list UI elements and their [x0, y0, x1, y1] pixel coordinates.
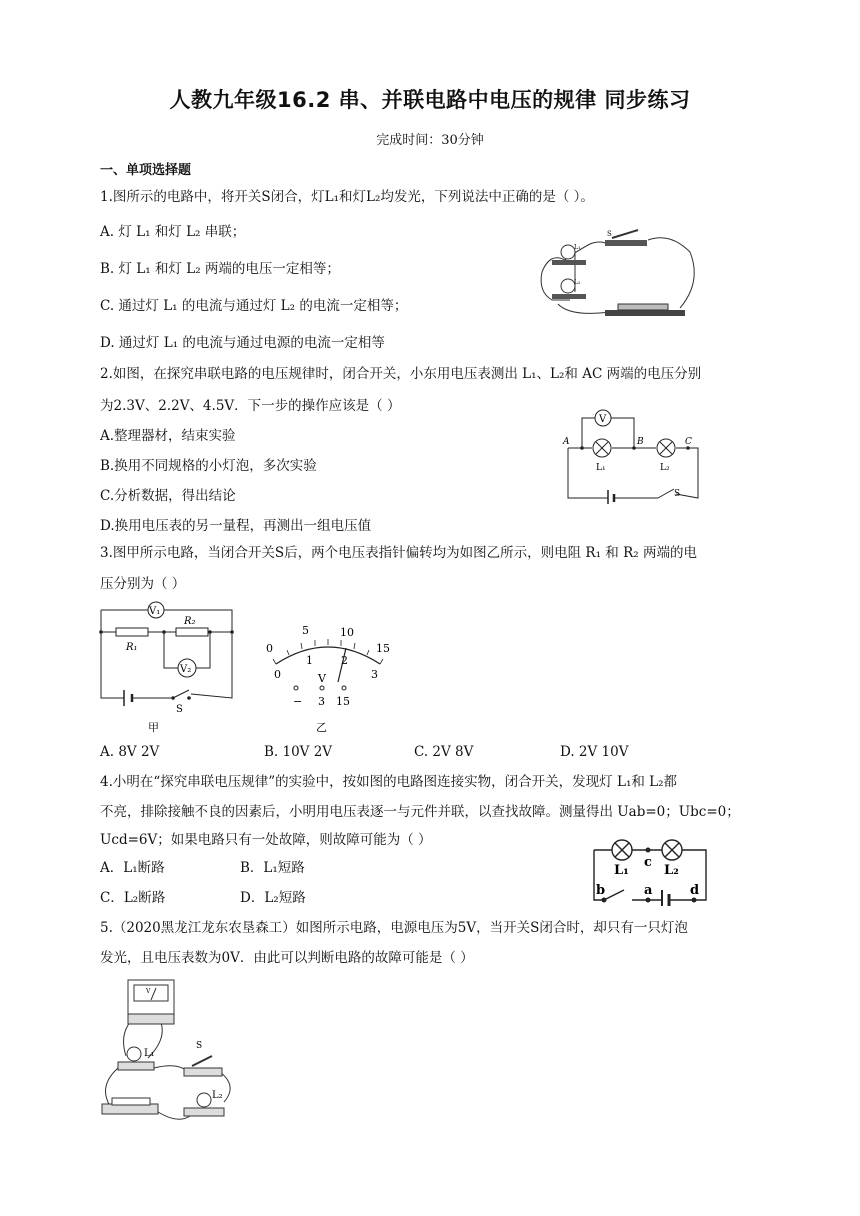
switch-s-icon: [184, 1056, 222, 1076]
q1-circuit-figure: [530, 222, 700, 322]
q2-option-c: C.分析数据，得出结论: [100, 488, 236, 504]
q5-stem-2: 发光，且电压表数为0V．由此可以判断电路的故障可能是（ ）: [100, 950, 474, 966]
q4-fig-b: b: [596, 883, 606, 898]
q2-circuit-figure: [558, 404, 708, 504]
scale-top-0: 0: [266, 642, 273, 655]
q5-fig-v: V: [146, 988, 151, 995]
q1-option-c: C. 通过灯 L₁ 的电流与通过灯 L₂ 的电流一定相等；: [100, 298, 408, 314]
battery-base: [605, 310, 685, 316]
scale-top-5: 5: [302, 624, 309, 637]
q4-circuit-figure: [586, 830, 710, 906]
scale-top-10: 10: [340, 626, 354, 639]
scale-bottom-2: 2: [341, 654, 348, 667]
q2-fig-c: C: [685, 437, 692, 447]
q2-fig-l1: L₁: [596, 463, 606, 473]
q3-option-d: D. 2V 10V: [560, 744, 629, 760]
q3-option-c: C. 2V 8V: [414, 744, 474, 760]
q4-fig-c: c: [644, 855, 652, 870]
q2-option-b: B.换用不同规格的小灯泡，多次实验: [100, 458, 317, 474]
q5-fig-s: S: [196, 1041, 203, 1051]
q1-fig-s: S: [607, 230, 612, 238]
switch-base: [605, 240, 647, 246]
q4-fig-a: a: [644, 883, 653, 898]
q2-stem-2: 为2.3V、2.2V、4.5V．下一步的操作应该是（ ）: [100, 398, 401, 414]
lamp1-bulb-icon: [561, 245, 575, 259]
q3-fig-jia: 甲: [148, 721, 159, 734]
terminal-15: 15: [336, 695, 350, 708]
q3-fig-v2: V₂: [180, 664, 192, 675]
scale-bottom-3: 3: [371, 668, 378, 681]
q4-stem-3: Ucd=6V；如果电路只有一处故障，则故障可能为（ ）: [100, 832, 432, 848]
q3-stem-2: 压分别为（ ）: [100, 576, 186, 592]
meter-v-label: V: [318, 672, 326, 685]
q3-fig-v1: V₁: [149, 606, 161, 617]
q4-option-a: A．L₁断路: [100, 860, 165, 876]
battery-icon: [102, 1098, 158, 1114]
voltmeter-icon: [128, 980, 174, 1024]
q4-fig-d: d: [690, 883, 700, 898]
q5-circuit-figure: [98, 976, 248, 1128]
page-subtitle: 完成时间：30分钟: [376, 133, 484, 148]
lamp-l1-icon: [593, 439, 611, 457]
q2-stem-1: 2.如图，在探究串联电路的电压规律时，闭合开关，小东用电压表测出 L₁、L₂和 AC 两端的电压分别: [100, 366, 702, 382]
resistor-r2-icon: [176, 628, 208, 636]
q5-fig-l2: L₂: [212, 1090, 223, 1101]
q2-option-a: A.整理器材，结束实验: [100, 428, 236, 444]
q1-option-b: B. 灯 L₁ 和灯 L₂ 两端的电压一定相等；: [100, 261, 340, 277]
q4-option-d: D．L₂短路: [240, 890, 306, 906]
q2-fig-s: S: [674, 489, 681, 499]
q2-fig-b: B: [637, 437, 644, 447]
section-heading: 一、单项选择题: [100, 163, 192, 178]
q4-fig-l2: L₂: [664, 863, 679, 878]
resistor-r1-icon: [116, 628, 148, 636]
scale-bottom-0: 0: [274, 668, 281, 681]
q1-stem: 1.图所示的电路中，将开关S闭合，灯L₁和灯L₂均发光，下列说法中正确的是（ ）。: [100, 189, 594, 205]
terminal-minus: −: [293, 695, 303, 708]
q3-fig-yi: 乙: [316, 721, 327, 734]
q2-fig-v: V: [599, 414, 607, 425]
lamp-l2-icon: [662, 840, 682, 860]
q5-fig-l1: L₁: [144, 1048, 155, 1059]
q1-fig-l2: L₂: [574, 279, 581, 286]
q4-stem-1: 4.小明在“探究串联电压规律”的实验中，按如图的电路图连接实物，闭合开关，发现灯 L₁和 L₂都: [100, 774, 678, 790]
q3-circuit-figure-jia: [96, 598, 246, 738]
q3-fig-r2: R₂: [184, 616, 196, 627]
q2-fig-l2: L₂: [660, 463, 670, 473]
battery-icon: [618, 304, 668, 310]
q1-fig-l1: L₁: [574, 244, 581, 251]
q3-option-b: B. 10V 2V: [264, 744, 333, 760]
scale-top-15: 15: [376, 642, 390, 655]
q4-option-c: C．L₂断路: [100, 890, 166, 906]
q3-option-a: A. 8V 2V: [100, 744, 160, 760]
lamp-l1-icon: [612, 840, 632, 860]
q3-meter-figure-yi: [258, 622, 398, 738]
lamp2-base: [552, 294, 586, 299]
lamp-l2-icon: [657, 439, 675, 457]
q3-stem-1: 3.图甲所示电路，当闭合开关S后，两个电压表指针偏转均为如图乙所示，则电阻 R₁ 和 R₂ 两端的电: [100, 545, 697, 561]
q4-fig-l1: L₁: [614, 863, 629, 878]
q4-stem-2: 不亮，排除接触不良的因素后，小明用电压表逐一与元件并联，以查找故障。测量得出 Uab=0；Ubc=0；: [100, 804, 740, 820]
q1-option-a: A. 灯 L₁ 和灯 L₂ 串联；: [100, 224, 246, 240]
q2-fig-a: A: [563, 437, 570, 447]
switch-lever-icon: [612, 230, 638, 238]
lamp2-bulb-icon: [561, 279, 575, 293]
q5-stem-1: 5.（2020黑龙江龙东农垦森工）如图所示电路，电源电压为5V，当开关S闭合时，却只有一只灯泡: [100, 920, 688, 936]
page-title: 人教九年级16.2 串、并联电路中电压的规律 同步练习: [169, 88, 691, 112]
scale-bottom-1: 1: [306, 654, 313, 667]
lamp1-base: [552, 260, 586, 265]
q3-fig-r1: R₁: [126, 642, 138, 653]
q4-option-b: B．L₁短路: [240, 860, 305, 876]
q1-option-d: D. 通过灯 L₁ 的电流与通过电源的电流一定相等: [100, 335, 385, 351]
terminal-3: 3: [318, 695, 325, 708]
q3-fig-s: S: [176, 704, 183, 715]
q2-option-d: D.换用电压表的另一量程，再测出一组电压值: [100, 518, 372, 534]
